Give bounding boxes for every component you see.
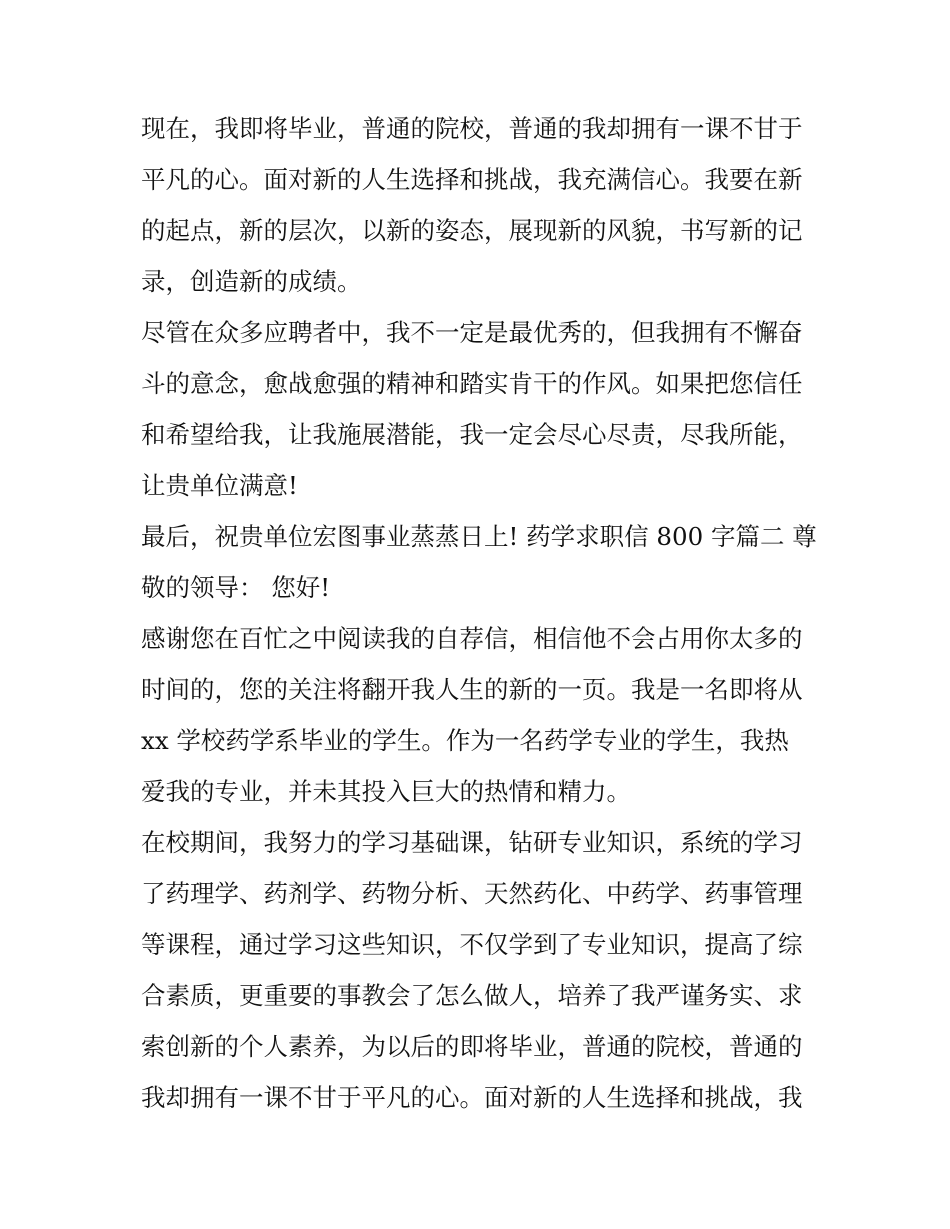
document-body-text: [141, 103, 821, 1123]
text-line: 敬的领导： 您好!: [141, 573, 331, 602]
text-line: 平凡的心。面对新的人生选择和挑战，我充满信心。我要在新: [141, 165, 803, 194]
text-line: 和希望给我，让我施展潜能，我一定会尽心尽责，尽我所能，: [141, 420, 803, 449]
text-line: 合素质，更重要的事教会了怎么做人，培养了我严谨务实、求: [141, 981, 803, 1010]
text-line: 录，创造新的成绩。: [141, 267, 362, 296]
text-line: xx 学校药学系毕业的学生。作为一名药学专业的学生，我热: [141, 726, 789, 755]
text-line: 索创新的个人素养，为以后的即将毕业，普通的院校，普通的: [141, 1032, 803, 1061]
text-line: 斗的意念，愈战愈强的精神和踏实肯干的作风。如果把您信任: [141, 369, 803, 398]
text-line: 最后，祝贵单位宏图事业蒸蒸日上! 药学求职信 800 字篇二 尊: [141, 522, 817, 551]
text-line: 现在，我即将毕业，普通的院校，普通的我却拥有一课不甘于: [141, 114, 803, 143]
text-line: 让贵单位满意!: [141, 471, 298, 500]
text-line: 爱我的专业，并未其投入巨大的热情和精力。: [141, 777, 631, 806]
text-line: 我却拥有一课不甘于平凡的心。面对新的人生选择和挑战，我: [141, 1083, 803, 1112]
text-line: 等课程，通过学习这些知识，不仅学到了专业知识，提高了综: [141, 930, 803, 959]
text-line: 在校期间，我努力的学习基础课，钻研专业知识，系统的学习: [141, 828, 803, 857]
text-line: 的起点，新的层次，以新的姿态，展现新的风貌，书写新的记: [141, 216, 803, 245]
text-line: 时间的，您的关注将翻开我人生的新的一页。我是一名即将从: [141, 675, 803, 704]
text-line: 尽管在众多应聘者中，我不一定是最优秀的，但我拥有不懈奋: [141, 318, 803, 347]
text-line: 感谢您在百忙之中阅读我的自荐信，相信他不会占用你太多的: [141, 624, 803, 653]
text-line: 了药理学、药剂学、药物分析、天然药化、中药学、药事管理: [141, 879, 803, 908]
